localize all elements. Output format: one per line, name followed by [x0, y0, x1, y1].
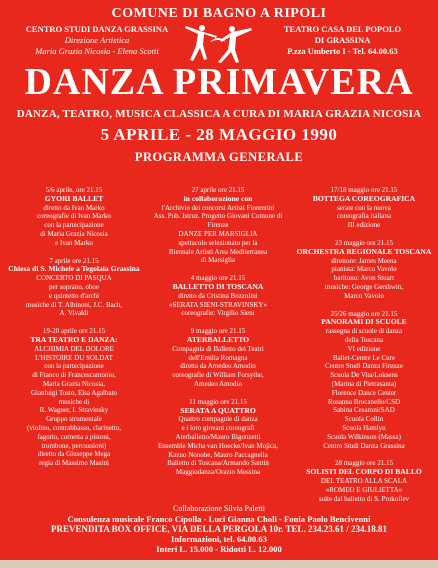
footer-credits: Consulenza musicale Franco Cipolla - Luci Gianna Choli - Fonia Paolo Bencivenni	[67, 514, 371, 524]
event-detail: Ballet-Centre Le Cure	[332, 353, 396, 362]
header-left-block	[22, 24, 172, 57]
event-detail: musiche di T. Albinoni, J.C. Bach,	[25, 300, 123, 309]
event-detail: Ensemble Micha van Hoecke/Ivan Mojica,	[158, 441, 278, 450]
event-title: ORCHESTRA REGIONALE TOSCANA	[296, 246, 432, 256]
event-detail: «ROMEO E GIULIETTA»	[325, 485, 403, 494]
event-detail: R. Wagner, I. Stravinsky	[39, 406, 109, 415]
event-date: 28 maggio ore 21.15	[335, 459, 393, 468]
event-detail: musiche: George Gershwin,	[324, 282, 404, 291]
event-detail: Balletto di Toscana/Armando Santin	[167, 459, 269, 468]
event-detail: (violino, contrabbasso, clarinetto,	[27, 423, 121, 432]
event-detail: Biennale Artisti Area Mediterranea	[168, 247, 268, 256]
program-event	[146, 398, 290, 477]
event-detail: DEL TEATRO ALLA SCALA	[320, 476, 408, 485]
event-detail: con la partecipazione	[44, 221, 104, 230]
event-detail: coreografia italiana	[336, 212, 392, 221]
event-detail: DANZE PER MARSIGLIA	[178, 229, 258, 238]
event-detail: VI edizione	[347, 344, 381, 353]
theatre-address: P.zza Umberto I - Tel. 64.00.63	[287, 46, 398, 56]
event-title: in collaborazione con	[183, 193, 253, 203]
paper-edge	[0, 560, 438, 568]
event-date: 19-20 aprile ore 21.15	[42, 327, 106, 336]
event-detail: Gruppo strumentale	[46, 415, 102, 424]
event-detail: per soprano, oboe	[49, 282, 99, 291]
event-date: 9 maggio ore 21.15	[190, 327, 246, 336]
event-detail: III edizione	[347, 221, 381, 230]
event-title: PANORAMI DI SCUOLE	[321, 317, 407, 327]
program-event	[2, 186, 146, 248]
event-detail: direttore: James Meena	[331, 256, 397, 265]
event-detail: Scuola Collin	[344, 415, 384, 424]
dancers-silhouette-icon	[180, 20, 258, 66]
program-event	[2, 327, 146, 468]
event-title: SERATA A QUATTRO	[180, 405, 256, 415]
event-detail: Rosanna Brocanello/CSD	[327, 397, 401, 406]
event-detail: pianista: Marco Vavolo	[331, 265, 397, 274]
event-detail: Scuola De Vita/Loksens	[330, 371, 398, 380]
program-event	[146, 186, 290, 265]
event-detail: Scuola Wilkinson (Massa)	[327, 432, 401, 441]
festival-dates: 5 APRILE - 28 MAGGIO 1990	[100, 125, 338, 144]
event-detail: Sabina Cesaroni/SAD	[333, 406, 395, 415]
festival-title: DANZA PRIMAVERA	[24, 61, 414, 103]
festival-subtitle: DANZA, TEATRO, MUSICA CLASSICA A CURA DI MARIA GRAZIA NICOSIA	[16, 108, 422, 120]
event-detail: trombone, percussioni)	[41, 441, 107, 450]
organizer-title: COMUNE DI BAGNO A RIPOLI	[111, 6, 327, 21]
event-detail: di Franco di Francescantonio,	[32, 371, 116, 380]
event-date: 23 maggio ore 21.15	[335, 238, 393, 247]
event-title: GYORI BALLET	[44, 193, 104, 203]
direction-label: Direzione Artistica	[64, 35, 130, 45]
footer-prices: Interi L. 15.000 - Ridotti L. 12.000	[156, 544, 282, 554]
event-title: ATERBALLETTO	[186, 334, 250, 344]
event-detail: diretto da Giuseppe Mega	[37, 450, 111, 459]
event-title: SOLISTI DEL CORPO DI BALLO	[306, 467, 422, 477]
event-detail: baritono: Avon Stuart	[333, 274, 395, 283]
event-date: 27 aprile ore 21.15	[191, 186, 245, 194]
event-detail: diretto da Ivan Marko	[43, 203, 105, 212]
event-detail: Amedeo Amodio	[193, 379, 243, 388]
event-detail: ALCHIMIA DEL DOLORE	[34, 344, 114, 353]
event-detail: Marco Vavolo	[344, 291, 384, 300]
event-detail: e Ivan Marko	[55, 238, 93, 247]
event-detail: Quattro compagnie di danza	[178, 415, 258, 424]
event-detail: suite dal balletto di S. Prokofiev	[318, 494, 410, 503]
event-detail: di Marsiglia	[200, 256, 236, 265]
event-detail: l'Archivio dei concorsi Artisti Fiorentini	[161, 203, 275, 212]
event-detail: rassegna di scuole di danza	[325, 327, 403, 336]
event-detail: diretto da Cristina Bozzolini	[178, 291, 258, 300]
event-detail: della Toscana	[344, 335, 384, 344]
event-detail: A. Vivaldi	[59, 309, 89, 318]
event-title: Chiesa di S. Michele a Tegolaia Grassina	[8, 264, 140, 274]
program-event	[2, 257, 146, 319]
event-detail: coreografie di William Forsythe,	[172, 371, 264, 380]
event-detail: Aterballetto/Mauro Bigonzetti	[175, 432, 261, 441]
event-detail: Maria Grazia Nicosia,	[43, 379, 105, 388]
theatre-name: TEATRO CASA DEL POPOLO	[283, 24, 402, 34]
event-detail: e i loro giovani coreografi	[181, 424, 255, 433]
program-event	[292, 459, 436, 503]
event-detail: serate con la nuova	[337, 203, 391, 212]
footer	[0, 504, 438, 554]
event-date: 7 aprile ore 21.15	[49, 256, 99, 265]
program-column-3	[292, 186, 436, 512]
event-detail: coreografie: Virgilio Sieni	[181, 309, 255, 318]
event-detail: con la partecipazione	[44, 362, 104, 371]
event-detail: Centro Studi Danza Firenze	[325, 362, 403, 371]
event-detail: spettacolo selezionato per la	[178, 238, 258, 247]
event-detail: Scuola Hamlyn	[342, 423, 386, 432]
event-date: 25/26 maggio ore 21.15	[330, 309, 398, 318]
school-name: CENTRO STUDI DANZA GRASSINA	[25, 24, 169, 34]
program-heading: PROGRAMMA GENERALE	[134, 150, 304, 164]
event-detail: Florence Dance Center	[331, 388, 397, 397]
event-detail: L'HISTOIRE DU SOLDAT	[35, 353, 113, 362]
event-detail: di Maria Grazia Nicosia	[40, 229, 108, 238]
directors-names: Maria Grazia Nicosia - Elena Scotti	[35, 46, 159, 56]
theatre-location: DI GRASSINA	[314, 35, 371, 45]
event-detail: Maggiodanza/Orazio Messina	[175, 468, 261, 477]
event-title: BOTTEGA COREOGRAFICA	[312, 193, 416, 203]
event-detail: diretta da Amedeo Amodio	[180, 362, 256, 371]
event-detail: Kazuo Nonobe, Mauro Paccagnella	[168, 450, 268, 459]
program-event	[146, 327, 290, 389]
event-title: BALLETTO DI TOSCANA	[172, 281, 264, 291]
program-event	[146, 274, 290, 318]
header-right-block	[270, 24, 415, 57]
event-detail: Centro Studi Danza Grassina	[323, 441, 405, 450]
event-detail: e quintetto d'archi	[48, 291, 100, 300]
event-detail: dell'Emilia Romagna	[188, 353, 248, 362]
footer-box-office: PREVENDITA BOX OFFICE, VIA DELLA PERGOLA 10r. TEL. 234.23.61 / 234.18.81	[51, 524, 387, 534]
event-detail: regia di Massimo Masini	[39, 459, 109, 468]
program-column-1	[2, 186, 146, 477]
event-detail: «SERATA SIENI-STRAVINSKY»	[169, 300, 267, 309]
event-detail: Gianluigi Tosto, Elsa Agalbato	[30, 388, 118, 397]
footer-info: Informazioni, tel. 64.00.63	[171, 534, 267, 544]
program-event	[292, 239, 436, 301]
event-detail: fagotto, cornetta a pistoni,	[37, 432, 111, 441]
event-date: 17/18 maggio ore 21.15	[330, 186, 398, 194]
program-event	[292, 310, 436, 451]
event-date: 4 maggio ore 21.15	[190, 274, 246, 283]
program-column-2	[146, 186, 290, 486]
event-title: TRA TEATRO E DANZA:	[30, 334, 118, 344]
event-date: 5/6 aprile, ore 21.15	[45, 186, 103, 194]
event-detail: coreografie di Ivan Marko	[37, 212, 111, 221]
event-detail: CONCERTO DI PASQUA	[36, 274, 112, 283]
event-detail: musiche di	[58, 397, 90, 406]
event-detail: (Marina di Pietrasanta)	[331, 379, 397, 388]
event-date: 11 maggio ore 21.15	[189, 397, 247, 406]
footer-collaboration: Collaborazione Silvia Paletti	[173, 504, 265, 513]
event-detail: Ass. Pub. Istruz. Progetto Giovani Comune di Firenze	[153, 212, 283, 230]
event-detail: Compagnia di Balletto dei Teatri	[172, 344, 264, 353]
program-event	[292, 186, 436, 230]
